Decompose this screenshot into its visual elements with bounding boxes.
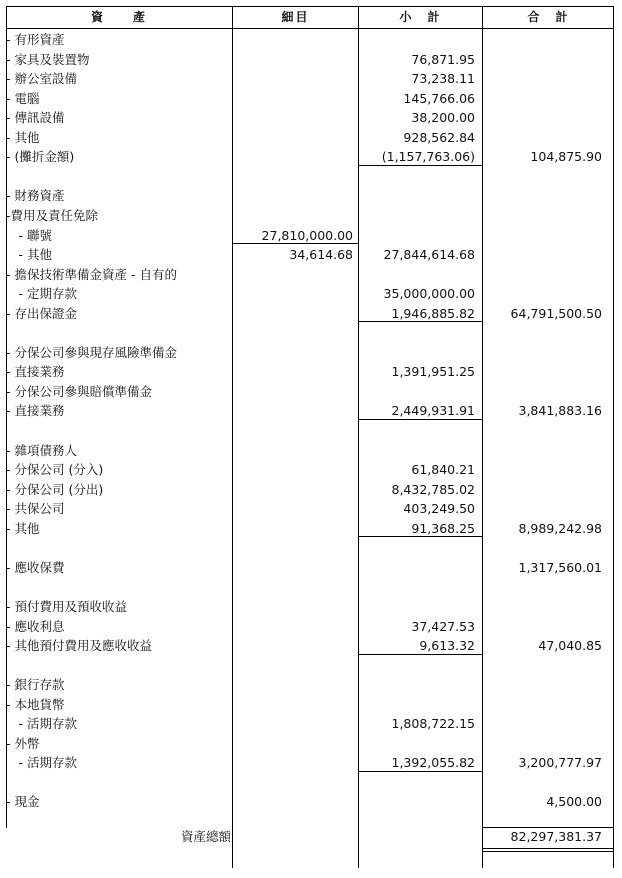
subtotal-rule — [359, 654, 482, 655]
table-row — [6, 792, 614, 812]
table-row — [6, 714, 614, 734]
row-label: - 家具及裝置物 — [6, 51, 90, 67]
table-row — [6, 460, 614, 480]
table-row — [6, 734, 614, 754]
table-row — [6, 675, 614, 695]
row-label: - 其他 — [6, 247, 52, 263]
detail-cell: 27,810,000.00 — [261, 227, 353, 243]
table-row — [6, 519, 614, 539]
table-row — [6, 695, 614, 715]
table-row — [6, 343, 614, 363]
row-label: - 雜項債務人 — [6, 442, 77, 458]
row-label: - 有形資產 — [6, 32, 65, 47]
subtotal-rule — [359, 536, 482, 537]
row-label: - 存出保證金 — [6, 305, 77, 321]
detail-cell: 34,614.68 — [289, 247, 353, 263]
table-row — [6, 108, 614, 128]
table-row — [6, 304, 614, 324]
table-row — [6, 206, 614, 226]
table-row — [6, 538, 614, 558]
row-label: - 定期存款 — [6, 286, 77, 302]
row-label: - 辦公室設備 — [6, 71, 77, 87]
table-row — [6, 323, 614, 343]
table-row — [6, 753, 614, 773]
row-label: - 其他 — [6, 129, 40, 145]
subtotal-cell: 37,427.53 — [411, 618, 475, 634]
row-label: - 活期存款 — [6, 716, 77, 732]
row-label: - 擔保技術準備金資產 - 自有的 — [6, 266, 177, 282]
table-row — [6, 147, 614, 167]
grand-total-value: 82,297,381.37 — [510, 829, 602, 844]
total-cell: 8,989,242.98 — [518, 520, 602, 536]
row-label: - 其他預付費用及應收收益 — [6, 638, 152, 654]
subtotal-cell: 9,613.32 — [419, 638, 475, 654]
subtotal-cell: 61,840.21 — [411, 462, 475, 478]
table-row — [6, 480, 614, 500]
table-row — [6, 284, 614, 304]
table-row — [6, 773, 614, 793]
row-label: - 銀行存款 — [6, 677, 65, 693]
header-divider — [6, 28, 614, 29]
table-row — [6, 186, 614, 206]
table-row — [6, 617, 614, 637]
table-row — [6, 128, 614, 148]
table-row — [6, 362, 614, 382]
grand-total-top-rule — [483, 827, 614, 828]
row-label: - 直接業務 — [6, 364, 65, 380]
subtotal-rule — [359, 165, 482, 166]
subtotal-cell: 38,200.00 — [411, 110, 475, 126]
row-label: - (攤折金額) — [6, 149, 75, 165]
row-label: - 預付費用及預收收益 — [6, 598, 127, 614]
grand-total-label: 資產總額 — [180, 829, 231, 844]
subtotal-cell: 928,562.84 — [403, 129, 475, 145]
row-label: - 直接業務 — [6, 403, 65, 419]
total-cell: 3,200,777.97 — [518, 755, 602, 771]
table-row — [6, 167, 614, 187]
table-row — [6, 597, 614, 617]
subtotal-cell: (1,157,763.06) — [381, 149, 475, 165]
total-cell: 104,875.90 — [530, 149, 602, 165]
subtotal-cell: 1,946,885.82 — [391, 305, 475, 321]
subtotal-cell: 73,238.11 — [411, 71, 475, 87]
table-row — [6, 30, 614, 50]
row-label: - 聯號 — [6, 227, 52, 243]
table-row — [6, 265, 614, 285]
table-row — [6, 382, 614, 402]
row-label: - 活期存款 — [6, 755, 77, 771]
row-label: - 分保公司參與賠償準備金 — [6, 383, 152, 399]
row-label: - 財務資產 — [6, 188, 65, 204]
row-label: -費用及責任免除 — [6, 207, 99, 223]
subtotal-cell: 145,766.06 — [403, 90, 475, 106]
total-cell: 1,317,560.01 — [518, 559, 602, 575]
table-row — [6, 558, 614, 578]
table-top-border — [6, 6, 614, 7]
table-row — [6, 401, 614, 421]
subtotal-cell: 1,808,722.15 — [391, 716, 475, 732]
table-row — [6, 499, 614, 519]
row-label: - 其他 — [6, 520, 40, 536]
header-subtotal: 小 計 — [399, 10, 442, 24]
table-row — [6, 50, 614, 70]
subtotal-rule — [359, 771, 482, 772]
grand-total-double-rule — [483, 848, 614, 849]
header-detail: 細目 — [281, 10, 310, 24]
grand-total-double-rule — [483, 851, 614, 852]
header-total: 合 計 — [527, 10, 570, 24]
row-label: - 電腦 — [6, 90, 40, 106]
header-assets: 資 產 — [90, 10, 147, 24]
subtotal-cell: 91,368.25 — [411, 520, 475, 536]
table-row — [6, 245, 614, 265]
subtotal-cell: 27,844,614.68 — [383, 247, 475, 263]
table-row — [6, 577, 614, 597]
row-label: - 傳訊設備 — [6, 110, 65, 126]
row-label: - 本地貨幣 — [6, 696, 65, 712]
row-label: - 分保公司 (分出) — [6, 481, 104, 497]
table-row — [6, 441, 614, 461]
table-row — [6, 421, 614, 441]
subtotal-cell: 8,432,785.02 — [391, 481, 475, 497]
table-row — [6, 89, 614, 109]
balance-sheet — [6, 6, 614, 868]
grand-total-row — [6, 827, 614, 847]
row-label: - 分保公司參與現存風險準備金 — [6, 344, 177, 360]
row-label: - 外幣 — [6, 735, 40, 751]
subtotal-rule — [359, 419, 482, 420]
row-label: - 分保公司 (分入) — [6, 462, 104, 478]
subtotal-cell: 35,000,000.00 — [383, 286, 475, 302]
total-cell: 4,500.00 — [546, 794, 602, 810]
total-cell: 3,841,883.16 — [518, 403, 602, 419]
table-row — [6, 636, 614, 656]
row-label: - 應收利息 — [6, 618, 65, 634]
table-row — [6, 69, 614, 89]
total-cell: 47,040.85 — [538, 638, 602, 654]
row-label: - 現金 — [6, 794, 40, 810]
row-label: - 共保公司 — [6, 501, 65, 517]
subtotal-cell: 2,449,931.91 — [391, 403, 475, 419]
subtotal-rule — [233, 243, 358, 244]
row-label: - 應收保費 — [6, 559, 65, 575]
total-cell: 64,791,500.50 — [510, 305, 602, 321]
subtotal-cell: 1,392,055.82 — [391, 755, 475, 771]
subtotal-cell: 403,249.50 — [403, 501, 475, 517]
subtotal-cell: 76,871.95 — [411, 51, 475, 67]
subtotal-cell: 1,391,951.25 — [391, 364, 475, 380]
table-row — [6, 656, 614, 676]
subtotal-rule — [359, 321, 482, 322]
